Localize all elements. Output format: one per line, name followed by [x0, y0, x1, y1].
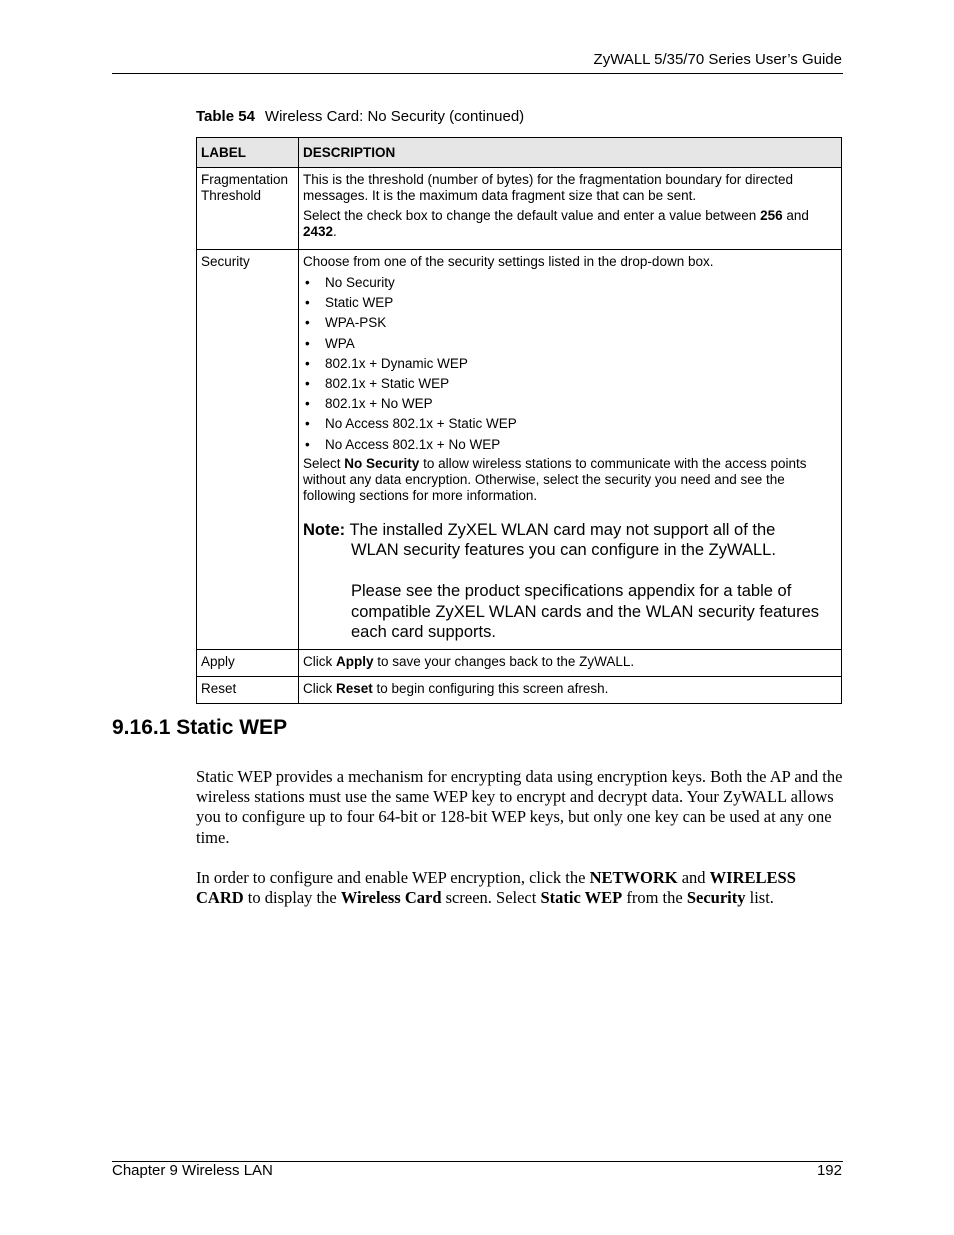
table-row — [197, 168, 842, 250]
wireless-card-table — [196, 137, 842, 704]
table-row — [197, 250, 842, 650]
body-paragraph: Static WEP provides a mechanism for encrypting data using encryption keys. Both the AP and the wireless stations must use the same WEP key to encrypt and decrypt data. Your ZyWALL allows you to configure up to four 64-bit or 128-bit WEP keys, but only one key can be used at any one time. — [196, 767, 843, 847]
description-text: Choose from one of the security settings listed in the drop-down box. — [303, 254, 714, 269]
page-number: 192 — [816, 1162, 842, 1179]
note-block: Note: The installed ZyXEL WLAN card may not support all of the WLAN security features you can configure in the ZyWALL. Please see the product specifications appendix for a table of compatible ZyXEL WLAN cards and the WLAN security features each card supports. — [303, 520, 819, 642]
list-item: • WPA — [303, 334, 837, 354]
description-text: Select No Security to allow wireless stations to communicate with the access points without any data encryption. Otherwise, select the security you need and see the following sections for more information. — [303, 455, 807, 503]
table-title: Wireless Card: No Security (continued) — [264, 108, 525, 125]
row-label-security: Security — [197, 250, 299, 650]
row-description-apply: Click Apply to save your changes back to the ZyWALL. — [299, 649, 842, 676]
row-description-security — [299, 250, 842, 650]
header-divider — [112, 73, 843, 74]
table-row — [197, 649, 842, 676]
column-header-description: DESCRIPTION — [299, 138, 842, 168]
row-label-reset: Reset — [197, 676, 299, 703]
list-item: • 802.1x + No WEP — [303, 394, 837, 414]
description-text: This is the threshold (number of bytes) for the fragmentation boundary for directed messages. It is the maximum data fragment size that can be sent. — [303, 172, 794, 203]
security-options-list — [303, 273, 837, 455]
table-caption — [196, 108, 524, 125]
running-header-title: ZyWALL 5/35/70 Series User’s Guide — [593, 51, 842, 68]
table-header-row — [197, 138, 842, 168]
footer-chapter: Chapter 9 Wireless LAN — [112, 1162, 273, 1179]
column-header-label: LABEL — [197, 138, 299, 168]
list-item: • No Security — [303, 273, 837, 293]
list-item: • Static WEP — [303, 293, 837, 313]
note-label: Note: — [303, 520, 346, 539]
row-description-reset: Click Reset to begin configuring this screen afresh. — [299, 676, 842, 703]
list-item: • 802.1x + Dynamic WEP — [303, 354, 837, 374]
table-row — [197, 676, 842, 703]
list-item: • No Access 802.1x + Static WEP — [303, 414, 837, 434]
description-text: Select the check box to change the default value and enter a value between 256 and 2432. — [303, 208, 809, 239]
table-number: Table 54 — [196, 108, 255, 125]
list-item: • 802.1x + Static WEP — [303, 374, 837, 394]
body-paragraph: In order to configure and enable WEP encryption, click the NETWORK and WIRELESS CARD to display the Wireless Card screen. Select Static WEP from the Security list. — [196, 868, 796, 908]
row-label-fragmentation: Fragmentation Threshold — [197, 168, 299, 250]
section-heading: 9.16.1 Static WEP — [112, 716, 288, 739]
row-label-apply: Apply — [197, 649, 299, 676]
row-description-fragmentation — [299, 168, 842, 250]
list-item: • WPA-PSK — [303, 313, 837, 333]
list-item: • No Access 802.1x + No WEP — [303, 435, 837, 455]
